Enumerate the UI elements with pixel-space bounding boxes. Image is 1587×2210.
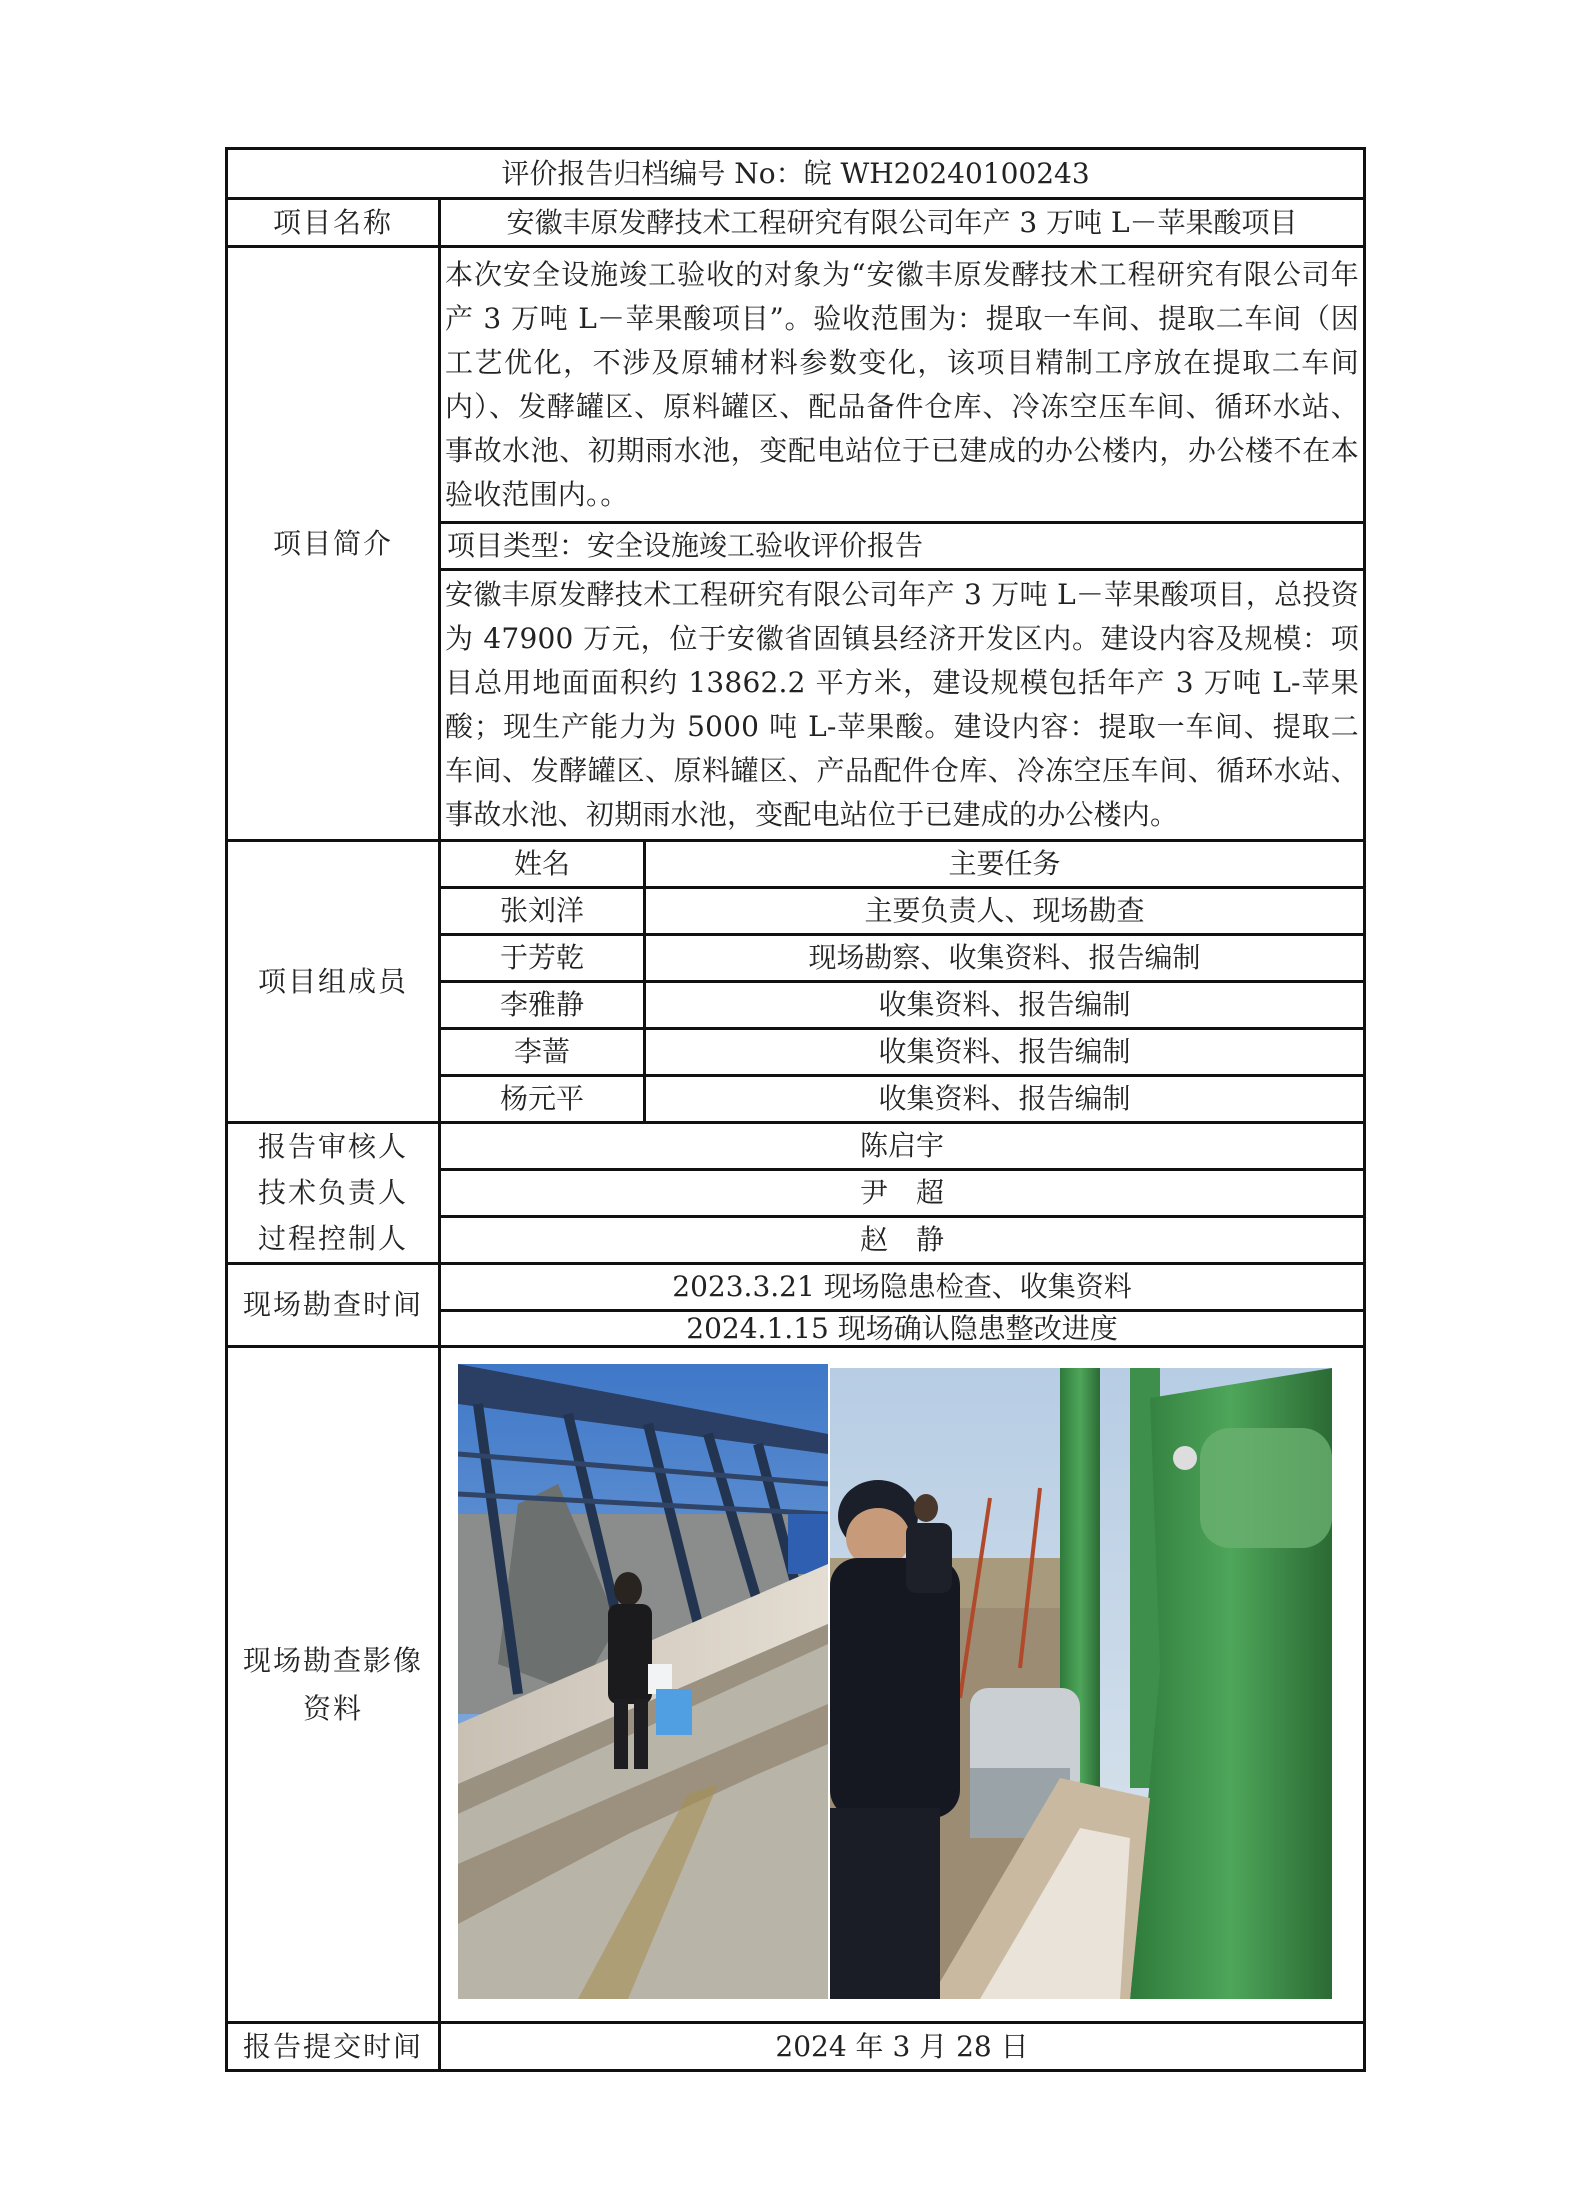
intro-scope: 本次安全设施竣工验收的对象为“安徽丰原发酵技术工程研究有限公司年产 3 万吨 L－苹果酸项目”。验收范围为：提取一车间、提取二车间（因工艺优化，不涉及原辅材料参数变化，该项目精制工序放在提取二车间内）、发酵罐区、原料罐区、配品备件仓库、冷冻空压车间、循环水站、事故水池、初期雨水池，变配电站位于已建成的办公楼内，办公楼不在本验收范围内。。	[440, 247, 1365, 523]
member-task: 收集资料、报告编制	[645, 1029, 1365, 1076]
photos-cell	[440, 1347, 1365, 2023]
survey-time-1: 2023.3.21 现场隐患检查、收集资料	[440, 1264, 1365, 1311]
process-control-name: 赵 静	[440, 1217, 1365, 1264]
submit-date: 2024 年 3 月 28 日	[440, 2023, 1365, 2071]
project-name: 安徽丰原发酵技术工程研究有限公司年产 3 万吨 L－苹果酸项目	[440, 199, 1365, 247]
project-type: 项目类型：安全设施竣工验收评价报告	[440, 523, 1365, 570]
member-task: 主要负责人、现场勘查	[645, 888, 1365, 935]
members-header-task: 主要任务	[645, 841, 1365, 888]
report-table	[225, 147, 1366, 2072]
survey-time-label: 现场勘查时间	[227, 1264, 440, 1347]
reviewer-label: 报告审核人	[227, 1123, 440, 1170]
submit-time-label: 报告提交时间	[227, 2023, 440, 2071]
member-task: 收集资料、报告编制	[645, 982, 1365, 1029]
intro-label: 项目简介	[227, 247, 440, 841]
member-name: 杨元平	[440, 1076, 645, 1123]
process-control-label: 过程控制人	[227, 1217, 440, 1264]
tech-lead-label: 技术负责人	[227, 1170, 440, 1217]
site-photo-1	[458, 1364, 828, 1999]
member-task: 收集资料、报告编制	[645, 1076, 1365, 1123]
member-name: 张刘洋	[440, 888, 645, 935]
members-header-name: 姓名	[440, 841, 645, 888]
member-task: 现场勘察、收集资料、报告编制	[645, 935, 1365, 982]
site-photo-2-image	[830, 1368, 1332, 1999]
members-label: 项目组成员	[227, 841, 440, 1123]
reviewer-name: 陈启宇	[440, 1123, 1365, 1170]
survey-time-2: 2024.1.15 现场确认隐患整改进度	[440, 1311, 1365, 1347]
site-photo-1-image	[458, 1364, 828, 1999]
member-name: 李雅静	[440, 982, 645, 1029]
report-document	[225, 147, 1363, 2072]
archive-number: 评价报告归档编号 No：皖 WH20240100243	[227, 149, 1365, 199]
tech-lead-name: 尹 超	[440, 1170, 1365, 1217]
intro-overview: 安徽丰原发酵技术工程研究有限公司年产 3 万吨 L－苹果酸项目，总投资为 47900 万元，位于安徽省固镇县经济开发区内。建设内容及规模：项目总用地面面积约 13862.2 平方米，建设规模包括年产 3 万吨 L-苹果酸；现生产能力为 5000 吨 L-苹果酸。建设内容：提取一车间、提取二车间、发酵罐区、原料罐区、产品配件仓库、冷冻空压车间、循环水站、事故水池、初期雨水池，变配电站位于已建成的办公楼内。	[440, 570, 1365, 841]
project-name-label: 项目名称	[227, 199, 440, 247]
member-name: 李蔷	[440, 1029, 645, 1076]
photos-label: 现场勘查影像资料	[227, 1347, 440, 2023]
member-name: 于芳乾	[440, 935, 645, 982]
site-photo-2	[830, 1368, 1332, 1999]
